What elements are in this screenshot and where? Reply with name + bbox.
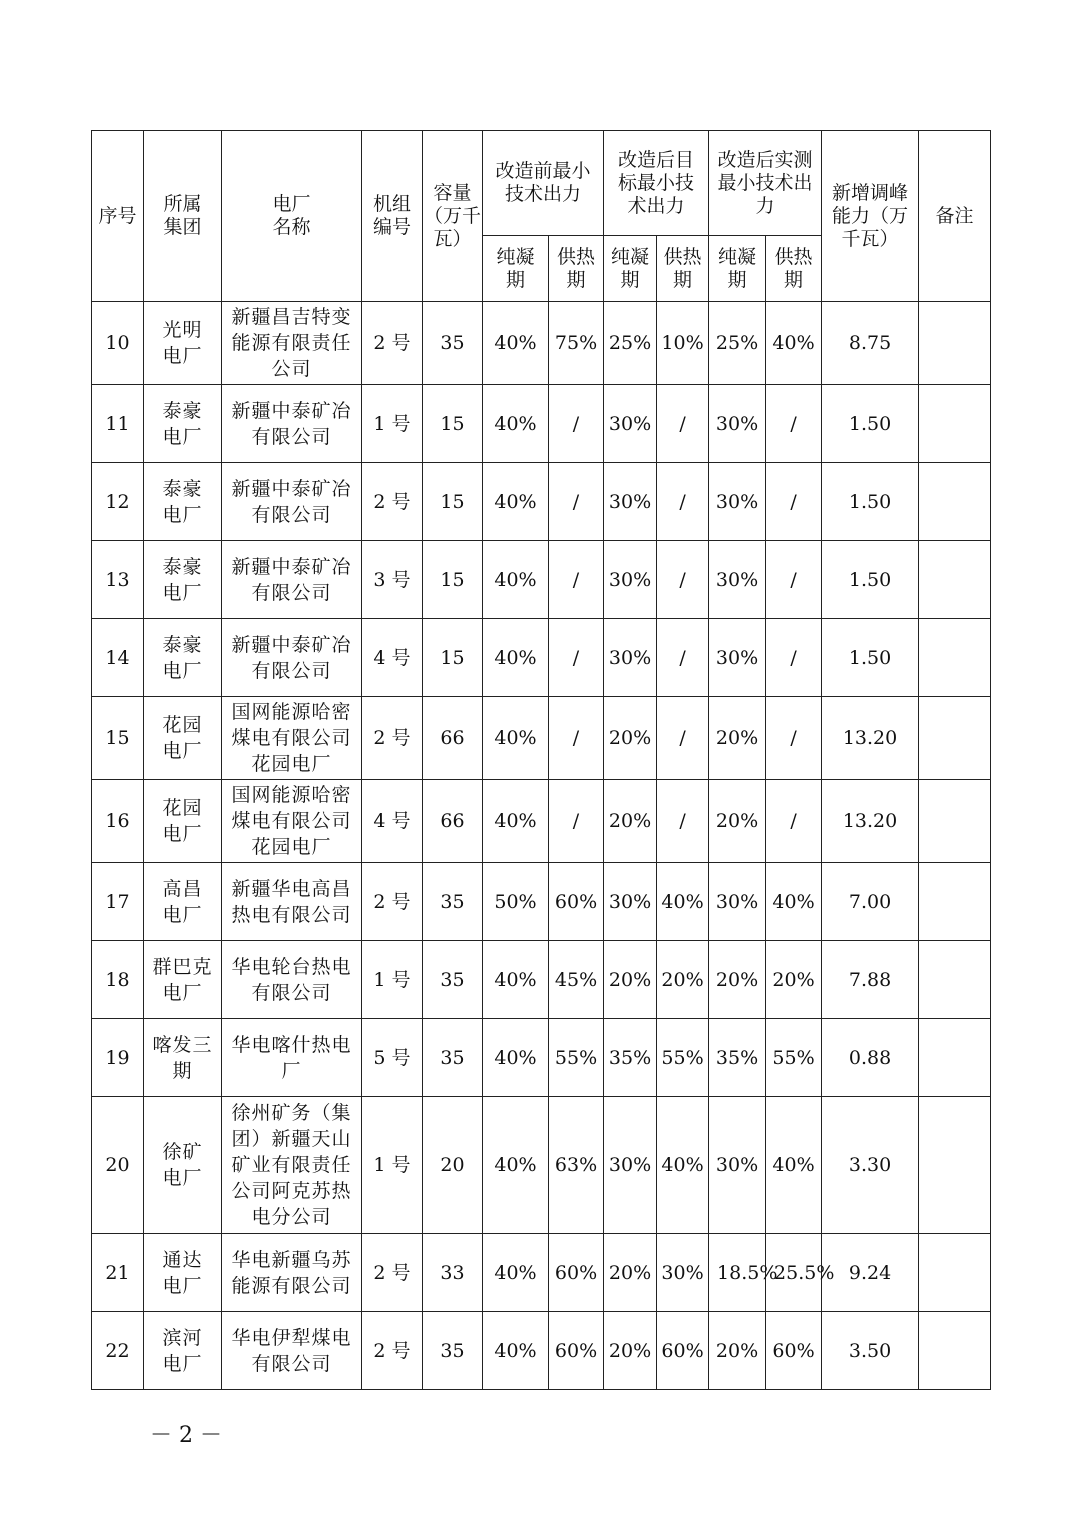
cell-remarks [919, 463, 991, 541]
cell-added: 7.88 [822, 941, 919, 1019]
cell-capacity: 66 [423, 697, 483, 780]
cell-capacity: 20 [423, 1097, 483, 1234]
table-row [92, 1312, 991, 1390]
header-remarks: 备注 [919, 131, 991, 302]
cell-added: 1.50 [822, 619, 919, 697]
cell-measured-condensing: 20% [709, 1312, 766, 1390]
cell-before-condensing: 40% [483, 1019, 549, 1097]
cell-target-condensing: 20% [604, 780, 657, 863]
cell-added: 9.24 [822, 1234, 919, 1312]
table-row [92, 1019, 991, 1097]
cell-added: 3.50 [822, 1312, 919, 1390]
cell-measured-heating: / [766, 780, 822, 863]
cell-group: 滨河电厂 [144, 1312, 222, 1390]
table-row [92, 863, 991, 941]
cell-plant: 华电伊犁煤电有限公司 [222, 1312, 362, 1390]
cell-before-condensing: 40% [483, 385, 549, 463]
cell-group: 高昌电厂 [144, 863, 222, 941]
cell-target-heating: / [657, 385, 709, 463]
cell-target-condensing: 30% [604, 541, 657, 619]
cell-measured-condensing: 30% [709, 619, 766, 697]
cell-remarks [919, 541, 991, 619]
subheader-heating: 供热期 [766, 236, 822, 302]
cell-before-heating: / [549, 619, 604, 697]
cell-seq: 19 [92, 1019, 144, 1097]
table-row [92, 619, 991, 697]
cell-remarks [919, 1312, 991, 1390]
cell-group: 泰豪电厂 [144, 619, 222, 697]
cell-unit: 2 号 [362, 302, 423, 385]
cell-target-condensing: 35% [604, 1019, 657, 1097]
cell-measured-condensing: 30% [709, 863, 766, 941]
cell-remarks [919, 780, 991, 863]
subheader-condensing: 纯凝期 [604, 236, 657, 302]
cell-target-heating: 40% [657, 1097, 709, 1234]
cell-measured-condensing: 25% [709, 302, 766, 385]
cell-seq: 17 [92, 863, 144, 941]
cell-before-condensing: 40% [483, 780, 549, 863]
cell-before-heating: / [549, 463, 604, 541]
cell-measured-heating: 60% [766, 1312, 822, 1390]
cell-measured-heating: / [766, 463, 822, 541]
cell-unit: 4 号 [362, 619, 423, 697]
subheader-condensing: 纯凝期 [483, 236, 549, 302]
cell-added: 0.88 [822, 1019, 919, 1097]
cell-target-heating: 20% [657, 941, 709, 1019]
cell-before-heating: 60% [549, 863, 604, 941]
cell-before-heating: 75% [549, 302, 604, 385]
cell-unit: 2 号 [362, 863, 423, 941]
cell-group: 通达电厂 [144, 1234, 222, 1312]
cell-seq: 15 [92, 697, 144, 780]
cell-unit: 4 号 [362, 780, 423, 863]
cell-seq: 18 [92, 941, 144, 1019]
cell-target-condensing: 20% [604, 697, 657, 780]
cell-group: 群巴克电厂 [144, 941, 222, 1019]
cell-target-heating: / [657, 619, 709, 697]
cell-target-heating: / [657, 541, 709, 619]
cell-unit: 1 号 [362, 1097, 423, 1234]
cell-seq: 10 [92, 302, 144, 385]
cell-measured-condensing: 20% [709, 697, 766, 780]
cell-unit: 2 号 [362, 1234, 423, 1312]
cell-plant: 新疆华电高昌热电有限公司 [222, 863, 362, 941]
cell-plant: 新疆昌吉特变能源有限责任公司 [222, 302, 362, 385]
cell-unit: 1 号 [362, 385, 423, 463]
power-plant-table [91, 130, 991, 1390]
cell-before-heating: / [549, 697, 604, 780]
cell-before-condensing: 40% [483, 1234, 549, 1312]
cell-before-heating: 63% [549, 1097, 604, 1234]
cell-target-heating: / [657, 780, 709, 863]
cell-group: 喀发三期 [144, 1019, 222, 1097]
cell-before-condensing: 40% [483, 1097, 549, 1234]
header-added: 新增调峰能力（万千瓦） [822, 131, 919, 302]
cell-group: 花园电厂 [144, 780, 222, 863]
cell-capacity: 15 [423, 463, 483, 541]
cell-plant: 新疆中泰矿冶有限公司 [222, 541, 362, 619]
cell-target-heating: 55% [657, 1019, 709, 1097]
cell-measured-condensing: 35% [709, 1019, 766, 1097]
cell-seq: 21 [92, 1234, 144, 1312]
cell-capacity: 35 [423, 302, 483, 385]
cell-unit: 2 号 [362, 697, 423, 780]
cell-unit: 3 号 [362, 541, 423, 619]
cell-before-condensing: 40% [483, 941, 549, 1019]
cell-measured-condensing: 18.5% [709, 1234, 766, 1312]
cell-capacity: 35 [423, 1019, 483, 1097]
cell-plant: 华电新疆乌苏能源有限公司 [222, 1234, 362, 1312]
table-row [92, 780, 991, 863]
cell-capacity: 15 [423, 541, 483, 619]
cell-plant: 新疆中泰矿冶有限公司 [222, 385, 362, 463]
cell-target-condensing: 20% [604, 1312, 657, 1390]
cell-remarks [919, 863, 991, 941]
cell-measured-heating: 40% [766, 863, 822, 941]
cell-target-condensing: 20% [604, 1234, 657, 1312]
cell-before-condensing: 40% [483, 541, 549, 619]
cell-plant: 新疆中泰矿冶有限公司 [222, 463, 362, 541]
table-row [92, 1097, 991, 1234]
subheader-heating: 供热期 [549, 236, 604, 302]
header-measured: 改造后实测最小技术出力 [709, 131, 822, 236]
cell-capacity: 35 [423, 941, 483, 1019]
cell-target-heating: 30% [657, 1234, 709, 1312]
cell-seq: 14 [92, 619, 144, 697]
cell-remarks [919, 941, 991, 1019]
cell-target-heating: 60% [657, 1312, 709, 1390]
cell-before-condensing: 50% [483, 863, 549, 941]
cell-seq: 13 [92, 541, 144, 619]
cell-before-heating: 45% [549, 941, 604, 1019]
cell-added: 3.30 [822, 1097, 919, 1234]
cell-group: 徐矿电厂 [144, 1097, 222, 1234]
header-unit: 机组编号 [362, 131, 423, 302]
cell-target-condensing: 30% [604, 1097, 657, 1234]
cell-unit: 2 号 [362, 463, 423, 541]
cell-measured-heating: 40% [766, 302, 822, 385]
cell-plant: 华电轮台热电有限公司 [222, 941, 362, 1019]
cell-before-heating: 55% [549, 1019, 604, 1097]
cell-measured-condensing: 20% [709, 780, 766, 863]
cell-added: 7.00 [822, 863, 919, 941]
subheader-heating: 供热期 [657, 236, 709, 302]
cell-seq: 22 [92, 1312, 144, 1390]
cell-group: 花园电厂 [144, 697, 222, 780]
cell-seq: 20 [92, 1097, 144, 1234]
cell-group: 光明电厂 [144, 302, 222, 385]
cell-seq: 11 [92, 385, 144, 463]
cell-before-heating: / [549, 541, 604, 619]
cell-before-condensing: 40% [483, 619, 549, 697]
cell-group: 泰豪电厂 [144, 463, 222, 541]
cell-seq: 12 [92, 463, 144, 541]
cell-target-heating: 40% [657, 863, 709, 941]
table-row [92, 463, 991, 541]
cell-group: 泰豪电厂 [144, 385, 222, 463]
header-before: 改造前最小技术出力 [483, 131, 604, 236]
cell-measured-condensing: 20% [709, 941, 766, 1019]
cell-capacity: 66 [423, 780, 483, 863]
cell-added: 13.20 [822, 697, 919, 780]
cell-capacity: 15 [423, 619, 483, 697]
cell-before-heating: 60% [549, 1312, 604, 1390]
cell-target-heating: / [657, 463, 709, 541]
cell-remarks [919, 385, 991, 463]
cell-capacity: 35 [423, 1312, 483, 1390]
table-row [92, 697, 991, 780]
cell-added: 8.75 [822, 302, 919, 385]
table-row [92, 941, 991, 1019]
cell-target-condensing: 25% [604, 302, 657, 385]
cell-measured-condensing: 30% [709, 541, 766, 619]
cell-before-heating: / [549, 385, 604, 463]
cell-capacity: 15 [423, 385, 483, 463]
cell-unit: 5 号 [362, 1019, 423, 1097]
cell-target-condensing: 30% [604, 863, 657, 941]
cell-measured-heating: / [766, 541, 822, 619]
cell-plant: 新疆中泰矿冶有限公司 [222, 619, 362, 697]
cell-measured-heating: 25.5% [766, 1234, 822, 1312]
cell-target-condensing: 20% [604, 941, 657, 1019]
header-target: 改造后目标最小技术出力 [604, 131, 709, 236]
header-plant: 电厂名称 [222, 131, 362, 302]
subheader-condensing: 纯凝期 [709, 236, 766, 302]
cell-before-heating: / [549, 780, 604, 863]
cell-remarks [919, 1234, 991, 1312]
cell-before-condensing: 40% [483, 1312, 549, 1390]
cell-target-condensing: 30% [604, 463, 657, 541]
cell-remarks [919, 1097, 991, 1234]
cell-measured-heating: 40% [766, 1097, 822, 1234]
table-row [92, 302, 991, 385]
cell-measured-heating: / [766, 385, 822, 463]
cell-plant: 国网能源哈密煤电有限公司花园电厂 [222, 697, 362, 780]
cell-measured-heating: / [766, 619, 822, 697]
header-seq: 序号 [92, 131, 144, 302]
cell-remarks [919, 619, 991, 697]
cell-remarks [919, 302, 991, 385]
table-row [92, 541, 991, 619]
cell-target-condensing: 30% [604, 619, 657, 697]
cell-added: 1.50 [822, 463, 919, 541]
cell-target-heating: 10% [657, 302, 709, 385]
cell-added: 1.50 [822, 385, 919, 463]
cell-before-condensing: 40% [483, 697, 549, 780]
cell-unit: 1 号 [362, 941, 423, 1019]
cell-remarks [919, 1019, 991, 1097]
cell-target-condensing: 30% [604, 385, 657, 463]
cell-group: 泰豪电厂 [144, 541, 222, 619]
cell-added: 1.50 [822, 541, 919, 619]
cell-plant: 国网能源哈密煤电有限公司花园电厂 [222, 780, 362, 863]
cell-unit: 2 号 [362, 1312, 423, 1390]
cell-measured-heating: / [766, 697, 822, 780]
cell-capacity: 35 [423, 863, 483, 941]
cell-before-heating: 60% [549, 1234, 604, 1312]
cell-plant: 华电喀什热电厂 [222, 1019, 362, 1097]
cell-added: 13.20 [822, 780, 919, 863]
cell-before-condensing: 40% [483, 302, 549, 385]
cell-measured-heating: 55% [766, 1019, 822, 1097]
cell-capacity: 33 [423, 1234, 483, 1312]
table-row [92, 1234, 991, 1312]
header-capacity: 容量（万千瓦） [423, 131, 483, 302]
cell-measured-heating: 20% [766, 941, 822, 1019]
cell-seq: 16 [92, 780, 144, 863]
cell-plant: 徐州矿务（集团）新疆天山矿业有限责任公司阿克苏热电分公司 [222, 1097, 362, 1234]
page-number: － 2 － [150, 1423, 222, 1448]
cell-target-heating: / [657, 697, 709, 780]
cell-measured-condensing: 30% [709, 385, 766, 463]
cell-measured-condensing: 30% [709, 1097, 766, 1234]
table-row [92, 385, 991, 463]
header-group: 所属集团 [144, 131, 222, 302]
cell-remarks [919, 697, 991, 780]
cell-measured-condensing: 30% [709, 463, 766, 541]
cell-before-condensing: 40% [483, 463, 549, 541]
